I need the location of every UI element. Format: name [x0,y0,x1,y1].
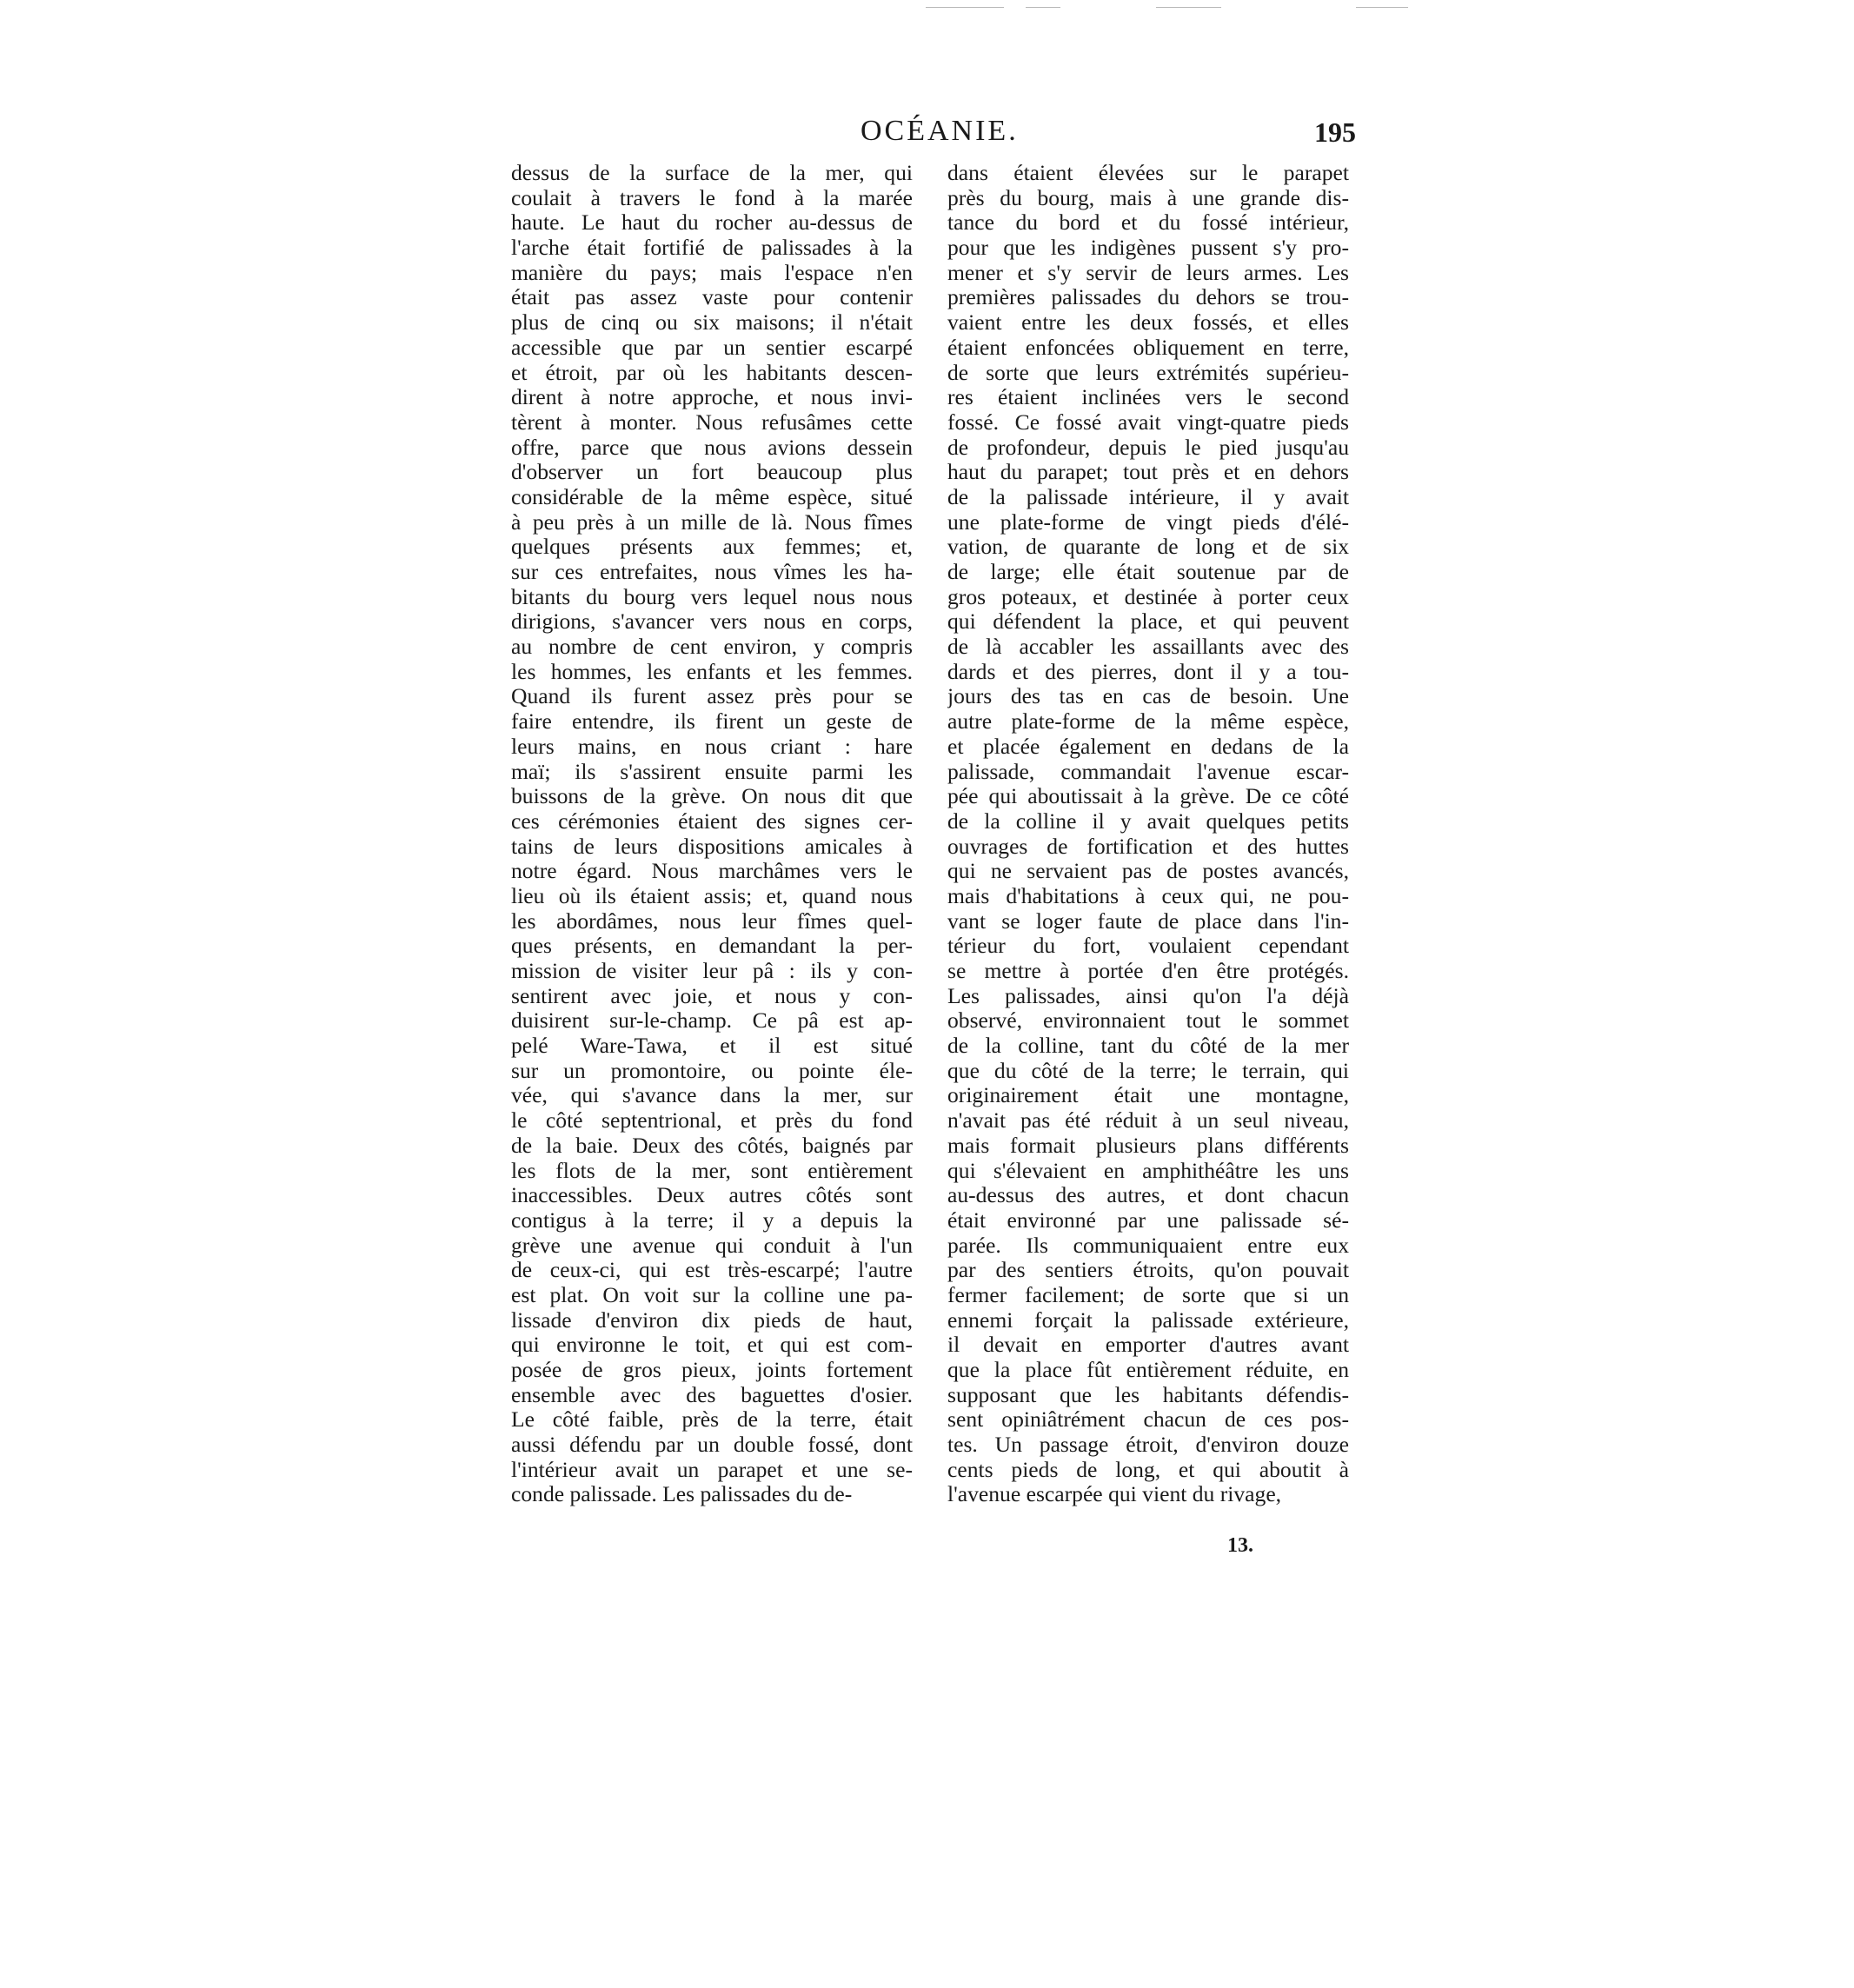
text-line: le côté septentrional, et près du fond [511,1108,913,1134]
text-line: les hommes, les enfants et les femmes. [511,659,913,684]
text-line: grève une avenue qui conduit à l'un [511,1233,913,1258]
text-line: Le côté faible, près de la terre, était [511,1407,913,1433]
text-line: observé, environnaient tout le sommet [947,1008,1349,1034]
text-line: de la colline, tant du côté de la mer [947,1034,1349,1059]
text-line: au-dessus des autres, et dont chacun [947,1183,1349,1208]
text-line: de la palissade intérieure, il y avait [947,484,1349,509]
text-line: de la baie. Deux des côtés, baignés par [511,1133,913,1158]
text-line: pour que les indigènes pussent s'y pro- [947,236,1349,261]
text-line: ques présents, en demandant la per- [511,934,913,959]
text-line: mission de visiter leur pâ : ils y con- [511,959,913,983]
text-line: que du côté de la terre; le terrain, qui [947,1058,1349,1083]
text-line: cents pieds de long, et qui aboutit à [947,1457,1349,1482]
text-line: n'avait pas été réduit à un seul niveau, [947,1108,1349,1134]
text-line: de là accabler les assaillants avec des [947,635,1349,660]
scan-mark [926,7,1004,8]
text-line: tèrent à monter. Nous refusâmes cette [511,409,913,435]
text-line: palissade, commandait l'avenue escar- [947,759,1349,784]
text-line: res étaient inclinées vers le second [947,385,1349,410]
text-line: de ceux-ci, qui est très-escarpé; l'autre [511,1258,913,1283]
text-line: qui ne servaient pas de postes avancés, [947,859,1349,884]
text-line: ennemi forçait la palissade extérieure, [947,1307,1349,1333]
text-line: tance du bord et du fossé intérieur, [947,210,1349,236]
text-line: duisirent sur-le-champ. Ce pâ est ap- [511,1008,913,1034]
text-line: au nombre de cent environ, y compris [511,635,913,660]
text-line: sur ces entrefaites, nous vîmes les ha- [511,560,913,584]
text-line: les flots de la mer, sont entièrement [511,1158,913,1183]
text-line: haut du parapet; tout près et en dehors [947,460,1349,485]
text-line: et étroit, par où les habitants descen- [511,360,913,385]
text-line: accessible que par un sentier escarpé [511,335,913,360]
text-line: il devait en emporter d'autres avant [947,1333,1349,1358]
text-line: mener et s'y servir de leurs armes. Les [947,260,1349,285]
scan-mark [1356,7,1408,8]
text-line: leurs mains, en nous criant : hare [511,734,913,759]
text-line: aussi défendu par un double fossé, dont [511,1433,913,1458]
scan-mark [1026,7,1060,8]
text-line: jours des tas en cas de besoin. Une [947,684,1349,709]
text-line: posée de gros pieux, joints fortement [511,1358,913,1382]
text-line: originairement était une montagne, [947,1083,1349,1108]
text-line: considérable de la même espèce, situé [511,484,913,509]
text-line: vée, qui s'avance dans la mer, sur [511,1083,913,1108]
text-line: ces cérémonies étaient des signes cer- [511,808,913,834]
text-line: qui défendent la place, et qui peuvent [947,609,1349,635]
text-line: notre égard. Nous marchâmes vers le [511,859,913,884]
text-line: mais formait plusieurs plans différents [947,1133,1349,1158]
text-line: était pas assez vaste pour contenir [511,285,913,310]
text-line: conde palissade. Les palissades du de- [511,1482,853,1507]
text-line: de la colline il y avait quelques petits [947,808,1349,834]
text-line: supposant que les habitants défendis- [947,1382,1349,1407]
right-column [947,161,1349,1507]
text-line: tes. Un passage étroit, d'environ douze [947,1433,1349,1458]
text-line: vant se loger faute de place dans l'in- [947,908,1349,934]
text-line: bitants du bourg vers lequel nous nous [511,584,913,609]
text-line: de large; elle était soutenue par de [947,560,1349,584]
text-line: parée. Ils communiquaient entre eux [947,1233,1349,1258]
text-line: mais d'habitations à ceux qui, ne pou- [947,883,1349,908]
text-line: lissade d'environ dix pieds de haut, [511,1307,913,1333]
text-line: quelques présents aux femmes; et, [511,535,913,560]
left-column [511,161,913,1507]
text-line: étaient enfoncées obliquement en terre, [947,335,1349,360]
text-line: une plate-forme de vingt pieds d'élé- [947,509,1349,535]
text-line: plus de cinq ou six maisons; il n'était [511,310,913,336]
text-line: les abordâmes, nous leur fîmes quel- [511,908,913,934]
text-line: sur un promontoire, ou pointe éle- [511,1058,913,1083]
scan-mark [1156,7,1221,8]
text-line: et placée également en dedans de la [947,734,1349,759]
text-line: ouvrages de fortification et des huttes [947,834,1349,859]
text-line: dards et des pierres, dont il y a tou- [947,659,1349,684]
text-line: se mettre à portée d'en être protégés. [947,959,1349,983]
text-line: de sorte que leurs extrémités supérieu- [947,360,1349,385]
text-line: qui environne le toit, et qui est com- [511,1333,913,1358]
text-line: premières palissades du dehors se trou- [947,285,1349,310]
text-line: ensemble avec des baguettes d'osier. [511,1382,913,1407]
text-line: autre plate-forme de la même espèce, [947,709,1349,735]
text-line: inaccessibles. Deux autres côtés sont [511,1183,913,1208]
text-line: à peu près à un mille de là. Nous fîmes [511,509,913,535]
text-line: d'observer un fort beaucoup plus [511,460,913,485]
text-line: pée qui aboutissait à la grève. De ce côté [947,784,1349,809]
text-line: sentirent avec joie, et nous y con- [511,983,913,1008]
text-line: haute. Le haut du rocher au-dessus de [511,210,913,236]
signature-mark: 13. [1227,1534,1253,1557]
text-line: tains de leurs dispositions amicales à [511,834,913,859]
text-line: dans étaient élevées sur le parapet [947,161,1349,185]
text-line: de profondeur, depuis le pied jusqu'au [947,435,1349,460]
text-line: l'avenue escarpée qui vient du rivage, [947,1482,1282,1507]
text-line: dirigions, s'avancer vers nous en corps, [511,609,913,635]
text-line: maï; ils s'assirent ensuite parmi les [511,759,913,784]
text-line: sent opiniâtrément chacun de ces pos- [947,1407,1349,1433]
text-line: est plat. On voit sur la colline une pa- [511,1282,913,1307]
text-line: contigus à la terre; il y a depuis la [511,1207,913,1233]
text-line: fossé. Ce fossé avait vingt-quatre pieds [947,409,1349,435]
text-line: que la place fût entièrement réduite, en [947,1358,1349,1382]
text-line: vaient entre les deux fossés, et elles [947,310,1349,336]
text-line: était environné par une palissade sé- [947,1207,1349,1233]
text-line: coulait à travers le fond à la marée [511,185,913,210]
text-line: l'intérieur avait un parapet et une se- [511,1457,913,1482]
text-line: dirent à notre approche, et nous invi- [511,385,913,410]
text-line: près du bourg, mais à une grande dis- [947,185,1349,210]
page-header [508,115,1369,158]
text-line: vation, de quarante de long et de six [947,535,1349,560]
text-line: fermer facilement; de sorte que si un [947,1282,1349,1307]
page-number: 195 [1314,116,1356,148]
text-line: térieur du fort, voulaient cependant [947,934,1349,959]
text-line: offre, parce que nous avions dessein [511,435,913,460]
text-line: lieu où ils étaient assis; et, quand nous [511,883,913,908]
running-title: OCÉANIE. [861,115,1019,147]
text-line: qui s'élevaient en amphithéâtre les uns [947,1158,1349,1183]
text-line: l'arche était fortifié de palissades à la [511,236,913,261]
text-line: gros poteaux, et destinée à porter ceux [947,584,1349,609]
text-line: par des sentiers étroits, qu'on pouvait [947,1258,1349,1283]
text-line: faire entendre, ils firent un geste de [511,709,913,735]
text-line: buissons de la grève. On nous dit que [511,784,913,809]
text-line: dessus de la surface de la mer, qui [511,161,913,185]
text-line: pelé Ware-Tawa, et il est situé [511,1034,913,1059]
text-line: Quand ils furent assez près pour se [511,684,913,709]
text-line: Les palissades, ainsi qu'on l'a déjà [947,983,1349,1008]
text-line: manière du pays; mais l'espace n'en [511,260,913,285]
